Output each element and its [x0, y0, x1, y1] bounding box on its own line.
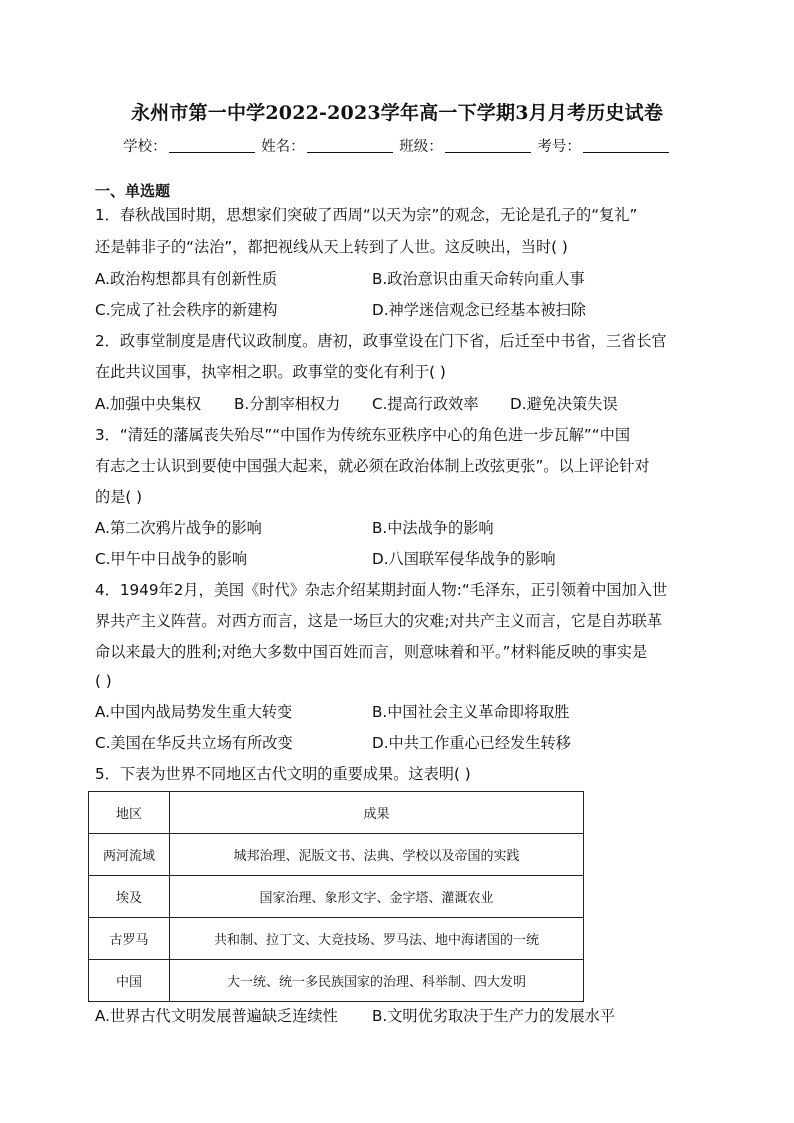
- name-label: 姓名：: [261, 139, 305, 155]
- q4-option-d[interactable]: D.中共工作重心已经发生转移: [372, 734, 571, 752]
- q3-line-3: 的是( ): [95, 488, 143, 506]
- q4-option-b[interactable]: B.中国社会主义革命即将取胜: [372, 703, 570, 721]
- class-blank[interactable]: [445, 138, 531, 153]
- q3-line-1: 3．“清廷的藩属丧失殆尽”“中国作为传统东亚秩序中心的角色进一步瓦解”“中国: [95, 426, 631, 444]
- table-row: [89, 918, 584, 960]
- table-cell-region: 两河流域: [89, 834, 170, 876]
- q1-option-d[interactable]: D.神学迷信观念已经基本被扫除: [372, 301, 586, 319]
- section-title: 一、单选题: [95, 182, 171, 200]
- table-row: [89, 960, 584, 1002]
- table-cell-achievement: 城邦治理、泥版文书、法典、学校以及帝国的实践: [170, 834, 584, 876]
- q4-option-c[interactable]: C.美国在华反共立场有所改变: [95, 734, 293, 752]
- table-header-cell: 地区: [89, 792, 170, 834]
- q3-option-c[interactable]: C.甲午中日战争的影响: [95, 550, 248, 568]
- q3-option-d[interactable]: D.八国联军侵华战争的影响: [372, 550, 556, 568]
- table-cell-region: 古罗马: [89, 918, 170, 960]
- table-cell-achievement: 大一统、统一多民族国家的治理、科举制、四大发明: [170, 960, 584, 1002]
- q2-option-d[interactable]: D.避免决策失误: [510, 395, 618, 413]
- class-label: 班级：: [399, 139, 443, 155]
- table-row: [89, 876, 584, 918]
- q2-option-b[interactable]: B.分割宰相权力: [234, 395, 341, 413]
- q1-option-b[interactable]: B.政治意识由重天命转向重人事: [372, 270, 585, 288]
- q4-line-1: 4．1949年2月，美国《时代》杂志介绍某期封面人物:“毛泽东，正引领着中国加入世: [95, 581, 668, 599]
- q5-option-a[interactable]: A.世界古代文明发展普遍缺乏连续性: [95, 1007, 338, 1025]
- table-cell-region: 埃及: [89, 876, 170, 918]
- q1-line-2: 还是韩非子的“法治”，都把视线从天上转到了人世。这反映出，当时( ): [95, 238, 568, 256]
- table-cell-region: 中国: [89, 960, 170, 1002]
- table-header-cell: 成果: [170, 792, 584, 834]
- table-cell-achievement: 国家治理、象形文字、金字塔、灌溉农业: [170, 876, 584, 918]
- school-label: 学校：: [123, 139, 167, 155]
- q1-line-1: 1．春秋战国时期，思想家们突破了西周“以天为宗”的观念，无论是孔子的“复礼”: [95, 206, 638, 224]
- q1-option-a[interactable]: A.政治构想都具有创新性质: [95, 270, 278, 288]
- table-cell-achievement: 共和制、拉丁文、大竞技场、罗马法、地中海诸国的一统: [170, 918, 584, 960]
- civilization-table: [88, 791, 584, 1002]
- q2-line-1: 2．政事堂制度是唐代议政制度。唐初，政事堂设在门下省，后迁至中书省，三省长官: [95, 332, 667, 350]
- q4-option-a[interactable]: A.中国内战局势发生重大转变: [95, 703, 293, 721]
- page-title: 永州市第一中学2022-2023学年高一下学期3月月考历史试卷: [130, 102, 664, 124]
- number-label: 考号：: [537, 139, 581, 155]
- q2-line-2: 在此共议国事，执宰相之职。政事堂的变化有利于( ): [95, 363, 446, 381]
- q4-line-4: ( ): [95, 672, 112, 690]
- school-blank[interactable]: [169, 138, 255, 153]
- q4-line-2: 界共产主义阵营。对西方而言，这是一场巨大的灾难;对共产主义而言，它是自苏联革: [95, 612, 663, 630]
- number-blank[interactable]: [583, 138, 669, 153]
- name-blank[interactable]: [307, 138, 393, 153]
- q5-line-1: 5．下表为世界不同地区古代文明的重要成果。这表明( ): [95, 765, 471, 783]
- table-header-row: [89, 792, 584, 834]
- q3-option-b[interactable]: B.中法战争的影响: [372, 519, 494, 537]
- q3-line-2: 有志之士认识到要使中国强大起来，就必须在政治体制上改弦更张”。以上评论针对: [95, 457, 650, 475]
- q2-option-a[interactable]: A.加强中央集权: [95, 395, 202, 413]
- q2-option-c[interactable]: C.提高行政效率: [372, 395, 479, 413]
- q3-option-a[interactable]: A.第二次鸦片战争的影响: [95, 519, 262, 537]
- table-row: [89, 834, 584, 876]
- student-info-row: [0, 135, 794, 156]
- q4-line-3: 命以来最大的胜利;对绝大多数中国百姓而言，则意味着和平。”材料能反映的事实是: [95, 643, 648, 661]
- q1-option-c[interactable]: C.完成了社会秩序的新建构: [95, 301, 278, 319]
- q5-option-b[interactable]: B.文明优劣取决于生产力的发展水平: [372, 1007, 616, 1025]
